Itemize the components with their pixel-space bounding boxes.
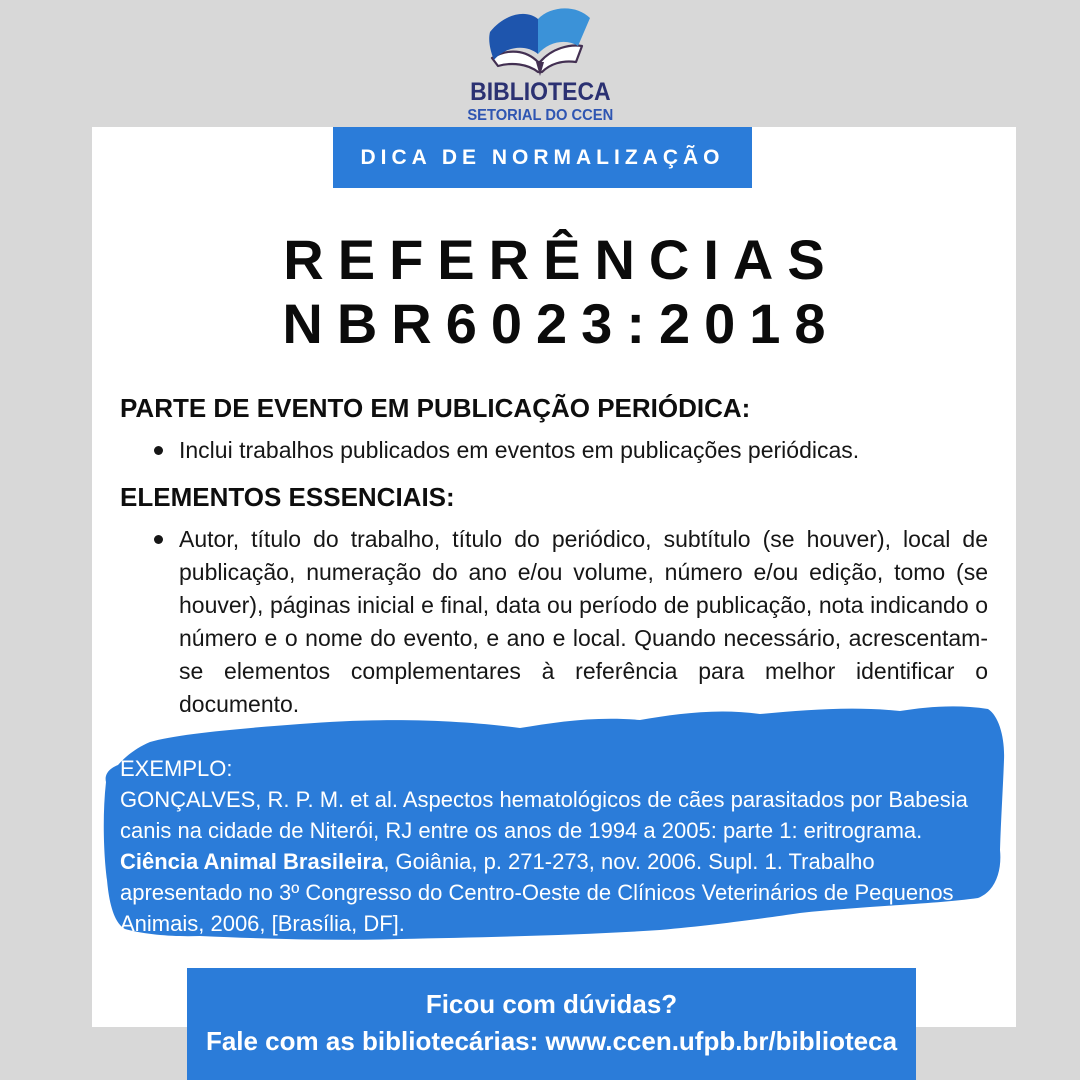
- section-elementos-essenciais: [120, 482, 988, 721]
- section-evento-periodica: [120, 393, 988, 467]
- footer-contact: Fale com as bibliotecárias: www.ccen.ufpb.br/biblioteca: [205, 1025, 898, 1056]
- poster-title: [92, 228, 1016, 356]
- library-logo: [0, 6, 1080, 124]
- open-book-icon: [478, 6, 602, 78]
- footer-banner: [187, 968, 916, 1080]
- section-heading: PARTE DE EVENTO EM PUBLICAÇÃO PERIÓDICA:: [120, 393, 751, 423]
- logo-subtitle: SETORIAL DO CCEN: [467, 107, 613, 124]
- logo-title: BIBLIOTECA: [469, 78, 611, 106]
- section-heading: ELEMENTOS ESSENCIAIS:: [120, 482, 455, 512]
- citation-end: , Goiânia, p. 271-273, nov. 2006. Supl. 1. Trabalho apresentado no 3º Congresso do Centro-Oeste de Clínicos Veterinários de Pequenos Animais, 2006, [Brasília, DF].: [120, 849, 954, 936]
- bullet-dot: [154, 535, 163, 544]
- citation-start: GONÇALVES, R. P. M. et al. Aspectos hematológicos de cães parasitados por Babesia canis na cidade de Niterói, RJ entre os anos de 1994 a 2005: parte 1: eritrograma.: [120, 787, 968, 843]
- example-citation: [120, 787, 968, 936]
- example-text: [120, 753, 986, 939]
- footer-question: Ficou com dúvidas?: [425, 988, 678, 1019]
- bullet-text: Inclui trabalhos publicados em eventos em publicações periódicas.: [179, 437, 860, 463]
- tip-banner: [333, 127, 752, 188]
- bullet-text: Autor, título do trabalho, título do periódico, subtítulo (se houver), local de publicação, numeração do ano e/ou volume, número e/ou edição, tomo (se houver), páginas inicial e final, data ou período de publicação, nota indicando o número e o nome do evento, e ano e local. Quando necessário, acrescentam-se elementos complementares à referência para melhor identificar o documento.: [179, 526, 988, 717]
- bullet-item: [120, 434, 988, 467]
- poster-title-line1: REFERÊNCIAS: [283, 228, 839, 291]
- example-label: EXEMPLO:: [120, 756, 233, 781]
- citation-journal-title: Ciência Animal Brasileira: [120, 849, 384, 874]
- tip-banner-label: DICA DE NORMALIZAÇÃO: [360, 145, 725, 169]
- bullet-item: [120, 523, 988, 721]
- bullet-dot: [154, 446, 163, 455]
- poster-title-line2: NBR6023:2018: [282, 292, 840, 355]
